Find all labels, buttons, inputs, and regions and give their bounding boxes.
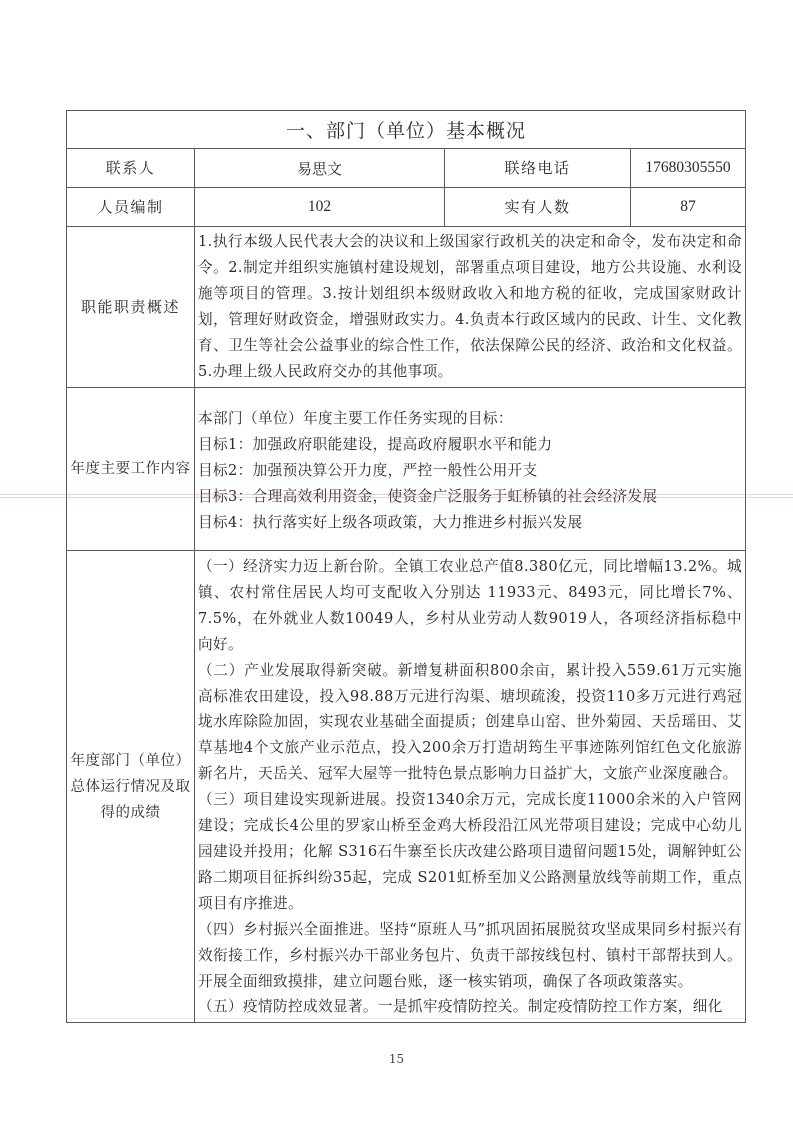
performance-content: [195, 551, 746, 1023]
staff-quota-value: 102: [195, 188, 445, 227]
performance-paragraph: （四）乡村振兴全面推进。坚持“原班人马”抓巩固拓展脱贫攻坚成果同乡村振兴有效衔接工作，乡村振兴办干部业务包片、负责干部按线包村、镇村干部帮扶到人。开展全面细致摸排，建立问题台账，逐一核实销项，确保了各项政策落实。: [198, 920, 743, 990]
performance-paragraph: （三）项目建设实现新进展。投资1340余万元，完成长度11000余米的入户管网建设；完成长4公里的罗家山桥至金鸡大桥段沿江风光带项目建设；完成中心幼儿园建设并投用；化解 S316石牛寨至长庆改建公路项目遗留问题15处，调解钟虹公路二期项目征拆纠纷35起，完成 S201虹桥至加义公路测量放线等前期工作，重点项目有序推进。: [198, 791, 743, 912]
title-row: [67, 111, 746, 149]
performance-label: [67, 551, 195, 1023]
scan-artifact-line: [0, 497, 793, 498]
performance-paragraph: （二）产业发展取得新突破。新增复耕面积800余亩，累计投入559.61万元实施高标准农田建设，投入98.88万元进行沟渠、塘坝疏浚，投资110多万元进行鸡冠垅水库除险加固，实现农业基础全面提质；创建阜山窑、世外菊园、天岳瑶田、艾草基地4个文旅产业示范点，投入200余万打造胡筠生平事迹陈列馆红色文化旅游新名片，天岳关、冠军大屋等一批特色景点影响力日益扩大，文旅产业深度融合。: [198, 661, 743, 783]
scan-artifact-line: [66, 1018, 745, 1019]
scan-artifact-line: [0, 494, 793, 495]
performance-label-line: 得的成绩: [100, 804, 161, 821]
staff-quota-label: 人员编制: [67, 188, 195, 227]
duties-text: 1.执行本级人民代表大会的决议和上级国家行政机关的决定和命令，发布决定和命令。2.制定并组织实施镇村建设规划，部署重点项目建设，地方公共设施、水利设施等项目的管理。3.按计划组织本级财政收入和地方税的征收，完成国家财政计划，管理好财政资金，增强财政实力。4.负责本行政区域内的民政、计生、文化教育、卫生等社会公益事业的综合性工作，依法保障公民的经济、政治和文化权益。5.办理上级人民政府交办的其他事项。: [195, 227, 746, 388]
goal-item: 目标4：执行落实好上级各项政策，大力推进乡村振兴发展: [198, 513, 583, 531]
duties-row: [67, 227, 746, 388]
performance-row: [67, 551, 746, 1023]
duties-label: 职能职责概述: [67, 227, 195, 388]
annual-work-label: 年度主要工作内容: [67, 388, 195, 551]
page-number: 15: [388, 1052, 405, 1066]
performance-label-line: 年度部门（单位）: [70, 752, 191, 769]
actual-staff-label: 实有人数: [445, 188, 631, 227]
performance-paragraph: （一）经济实力迈上新台阶。全镇工农业总产值8.380亿元，同比增幅13.2%。城镇、农村常住居民人均可支配收入分别达 11933元、8493元，同比增长7%、7.5%，在外就业人数10049人，乡村从业劳动人数9019人，各项经济指标稳中向好。: [198, 558, 743, 653]
section-title: 一、部门（单位）基本概况: [67, 111, 746, 149]
actual-staff-value: 87: [631, 188, 746, 227]
annual-work-content: [195, 388, 746, 551]
phone-value: 17680305550: [631, 149, 746, 188]
goal-item: 目标3：合理高效利用资金，使资金广泛服务于虹桥镇的社会经济发展: [198, 487, 658, 505]
contact-value: 易思文: [195, 149, 445, 188]
staff-row: [67, 188, 746, 227]
phone-label: 联络电话: [445, 149, 631, 188]
goals-intro: 本部门（单位）年度主要工作任务实现的目标：: [198, 410, 513, 428]
performance-paragraph: （五）疫情防控成效显著。一是抓牢疫情防控关。制定疫情防控工作方案，细化: [198, 998, 723, 1016]
contact-row: [67, 149, 746, 188]
contact-label: 联系人: [67, 149, 195, 188]
annual-work-row: [67, 388, 746, 551]
basic-overview-table: [66, 110, 746, 1023]
performance-label-line: 总体运行情况及取: [70, 778, 191, 795]
goal-item: 目标2：加强预决算公开力度，严控一般性公用开支: [198, 462, 538, 480]
goal-item: 目标1：加强政府职能建设，提高政府履职水平和能力: [198, 436, 553, 454]
